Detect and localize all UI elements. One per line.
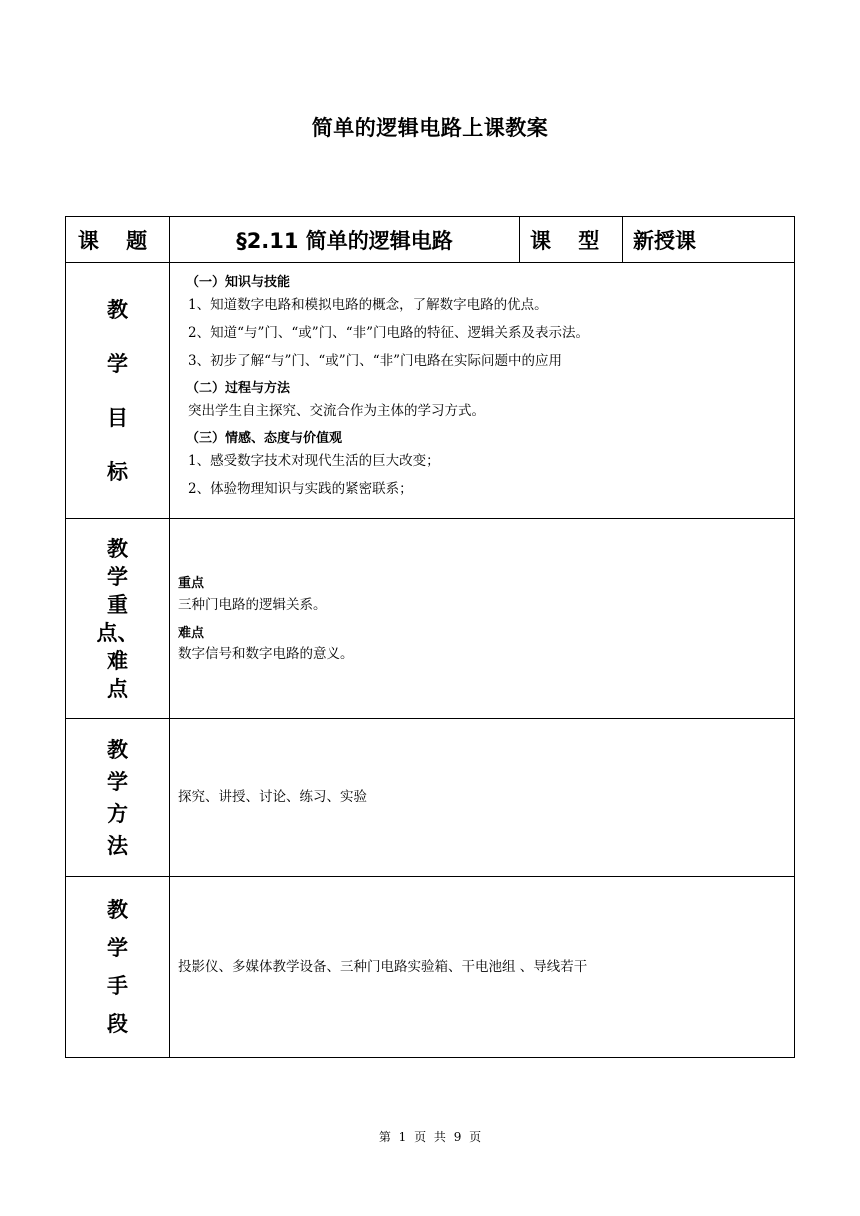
page-footer: 第 1 页 共 9 页 bbox=[378, 1130, 482, 1144]
methods-label bbox=[66, 719, 170, 877]
goals-content bbox=[170, 263, 795, 519]
goals-item: 2、体验物理知识与实践的紧密联系； bbox=[188, 481, 413, 498]
topic-value: §2.11 简单的逻辑电路 bbox=[170, 217, 520, 263]
goals-label-char: 教 bbox=[107, 297, 128, 322]
header-row bbox=[66, 217, 795, 263]
key-points-label-char: 学 bbox=[107, 564, 128, 589]
key-points-label-char: 、 bbox=[117, 620, 139, 645]
type-value: 新授课 bbox=[623, 217, 795, 263]
key-points-label bbox=[66, 519, 170, 719]
goals-label-char: 目 bbox=[107, 405, 128, 430]
goals-section-title: （三）情感、态度与价值观 bbox=[186, 430, 343, 446]
means-label-char: 手 bbox=[107, 974, 128, 998]
goals-item: 3、初步了解“与”门、“或”门、“非”门电路在实际问题中的应用 bbox=[188, 352, 562, 369]
focus-text: 三种门电路的逻辑关系。 bbox=[178, 596, 327, 613]
key-points-label-char: 教 bbox=[107, 536, 128, 561]
goals-item: 突出学生自主探究、交流合作为主体的学习方式。 bbox=[188, 403, 485, 420]
goals-label-char: 标 bbox=[107, 459, 128, 484]
methods-label-char: 法 bbox=[107, 833, 128, 858]
methods-content: 探究、讲授、讨论、练习、实验 bbox=[170, 719, 795, 877]
key-points-row bbox=[66, 519, 795, 719]
goals-label bbox=[66, 263, 170, 519]
methods-row bbox=[66, 719, 795, 877]
difficulty-label: 难点 bbox=[178, 625, 205, 641]
goals-label-char: 学 bbox=[107, 351, 128, 376]
goals-item: 1、感受数字技术对现代生活的巨大改变； bbox=[188, 453, 440, 470]
difficulty-text: 数字信号和数字电路的意义。 bbox=[178, 645, 354, 662]
means-label-char: 教 bbox=[107, 898, 128, 922]
methods-label-char: 学 bbox=[107, 769, 128, 794]
methods-label-char: 教 bbox=[107, 737, 128, 762]
key-points-label-char: 点 bbox=[96, 620, 118, 645]
methods-label-char: 方 bbox=[107, 801, 128, 826]
goals-item: 2、知道“与”门、“或”门、“非”门电路的特征、逻辑关系及表示法。 bbox=[188, 325, 589, 342]
goals-row bbox=[66, 263, 795, 519]
key-points-label-char: 重 bbox=[107, 592, 128, 617]
means-label-char: 段 bbox=[107, 1012, 128, 1036]
means-row bbox=[66, 877, 795, 1058]
key-points-label-char: 点 bbox=[107, 676, 128, 701]
topic-label: 课 题 bbox=[66, 217, 170, 263]
goals-item: 1、知道数字电路和模拟电路的概念，了解数字电路的优点。 bbox=[188, 297, 548, 314]
focus-label: 重点 bbox=[178, 576, 205, 592]
document-title: 简单的逻辑电路上课教案 bbox=[311, 116, 549, 140]
type-label: 课 型 bbox=[520, 217, 623, 263]
means-content: 投影仪、多媒体教学设备、三种门电路实验箱、干电池组 、导线若干 bbox=[170, 877, 795, 1058]
goals-section-title: （二）过程与方法 bbox=[186, 380, 291, 396]
means-label bbox=[66, 877, 170, 1058]
key-points-content bbox=[170, 519, 795, 719]
key-points-label-char: 难 bbox=[107, 648, 128, 673]
lesson-plan-table bbox=[65, 216, 795, 1058]
means-label-char: 学 bbox=[107, 936, 128, 960]
goals-section-title: （一）知识与技能 bbox=[186, 275, 291, 290]
